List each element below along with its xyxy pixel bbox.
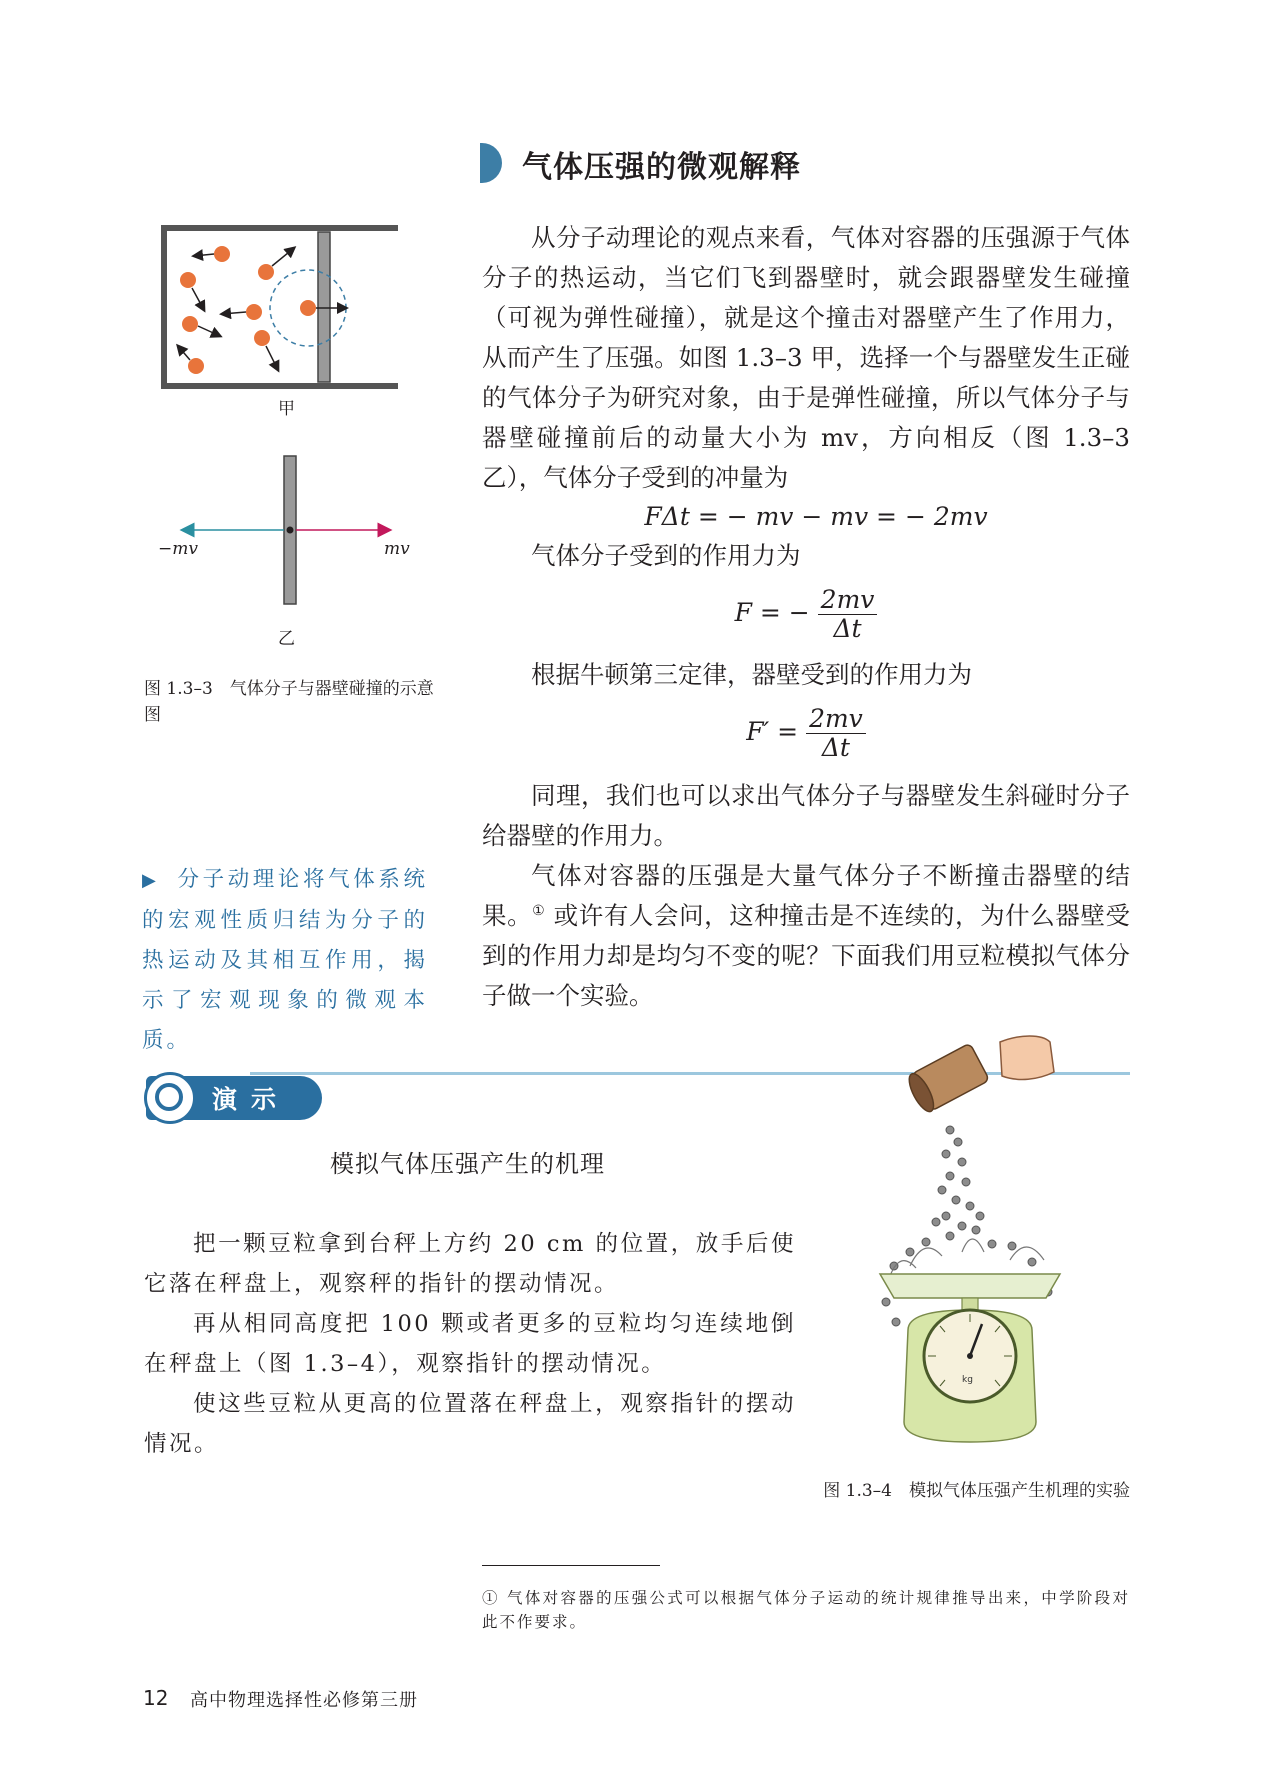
figure-label-b: 乙 (278, 629, 295, 649)
figure-caption: 图 1.3–3 气体分子与器壁碰撞的示意图 (144, 679, 434, 725)
cup (904, 1043, 989, 1115)
scale-pan (880, 1274, 1060, 1298)
paragraph: 气体对容器的压强是大量气体分子不断撞击器壁的结果。① 或许有人会问，这种撞击是不连续的，为什么器壁受到的作用力却是均匀不变的呢？下面我们用豆粒模拟气体分子做一个实验。 (482, 861, 1130, 1010)
footnote: ① 气体对容器的压强公式可以根据气体分子运动的统计规律推导出来，中学阶段对此不作要求。 (482, 1589, 1130, 1631)
note-arrow-icon: ▶ (142, 870, 160, 891)
bounce-trails (890, 1239, 1044, 1276)
page-number: 12 (143, 1686, 169, 1710)
demo-paragraph: 把一颗豆粒拿到台秤上方约 20 cm 的位置，放手后使它落在秤盘上，观察秤的指针的摆动情况。 (144, 1231, 796, 1297)
paragraph: 从分子动理论的观点来看，气体对容器的压强源于气体分子的热运动，当它们飞到器壁时，就会跟器壁发生碰撞（可视为弹性碰撞），就是这个撞击对器壁产生了作用力，从而产生了压强。如图 1.3–3 甲，选择一个与器壁发生正碰的气体分子为研究对象，由于是弹性碰撞，所以气体分子与器壁碰撞前后的动量大小为 mv，方向相反（图 1.3–3 乙），气体分子受到的冲量为 (482, 223, 1130, 492)
note-text: 分子动理论将气体系统的宏观性质归结为分子的热运动及其相互作用，揭示了宏观现象的微观本质。 (142, 867, 428, 1053)
footnote-divider (482, 1565, 660, 1566)
book-title: 高中物理选择性必修第三册 (190, 1690, 418, 1711)
numerator: 2mv (818, 586, 878, 615)
collision-point (287, 527, 294, 534)
demo-paragraph: 使这些豆粒从更高的位置落在秤盘上，观察指针的摆动情况。 (144, 1391, 796, 1457)
equation-force (482, 586, 1130, 643)
footnote-ref[interactable]: ① (532, 902, 546, 919)
main-text-column (482, 218, 1130, 1016)
equation-lhs: F′ = (746, 717, 799, 746)
equation-impulse: FΔt = − mv − mv = − 2mv (644, 502, 988, 531)
paragraph: 气体分子受到的作用力为 (531, 541, 801, 570)
demo-paragraph: 再从相同高度把 100 颗或者更多的豆粒均匀连续地倒在秤盘上（图 1.3–4），观察指针的摆动情况。 (144, 1311, 796, 1377)
vector-label-right: mv (384, 539, 410, 559)
denominator: Δt (821, 733, 850, 762)
paragraph: 根据牛顿第三定律，器壁受到的作用力为 (531, 660, 972, 689)
equation-wall-force (482, 705, 1130, 762)
scale-unit: kg (962, 1375, 973, 1385)
side-note (142, 860, 428, 1061)
section-marker (480, 143, 502, 183)
demo-title: 模拟气体压强产生的机理 (330, 1150, 605, 1178)
piston-wall (318, 232, 330, 382)
figure-bean-scale-illustration (850, 1030, 1110, 1460)
hand (1000, 1036, 1054, 1079)
denominator: Δt (833, 614, 862, 643)
figure-label-a: 甲 (278, 399, 295, 419)
section-title: 气体压强的微观解释 (522, 150, 801, 185)
fraction (806, 705, 866, 762)
vector-label-left: −mv (158, 539, 198, 559)
paragraph: 同理，我们也可以求出气体分子与器壁发生斜碰时分子给器壁的作用力。 (482, 781, 1130, 850)
demo-text (144, 1224, 796, 1464)
figure-container-diagram (150, 218, 410, 418)
figure-caption: 图 1.3–4 模拟气体压强产生机理的实验 (823, 1481, 1130, 1501)
demo-badge: 演示 (146, 1076, 322, 1120)
fraction (818, 586, 878, 643)
magnifier-icon (144, 1072, 196, 1124)
figure-collision-vector (150, 452, 420, 612)
numerator: 2mv (806, 705, 866, 734)
equation-lhs: F = − (734, 598, 810, 627)
